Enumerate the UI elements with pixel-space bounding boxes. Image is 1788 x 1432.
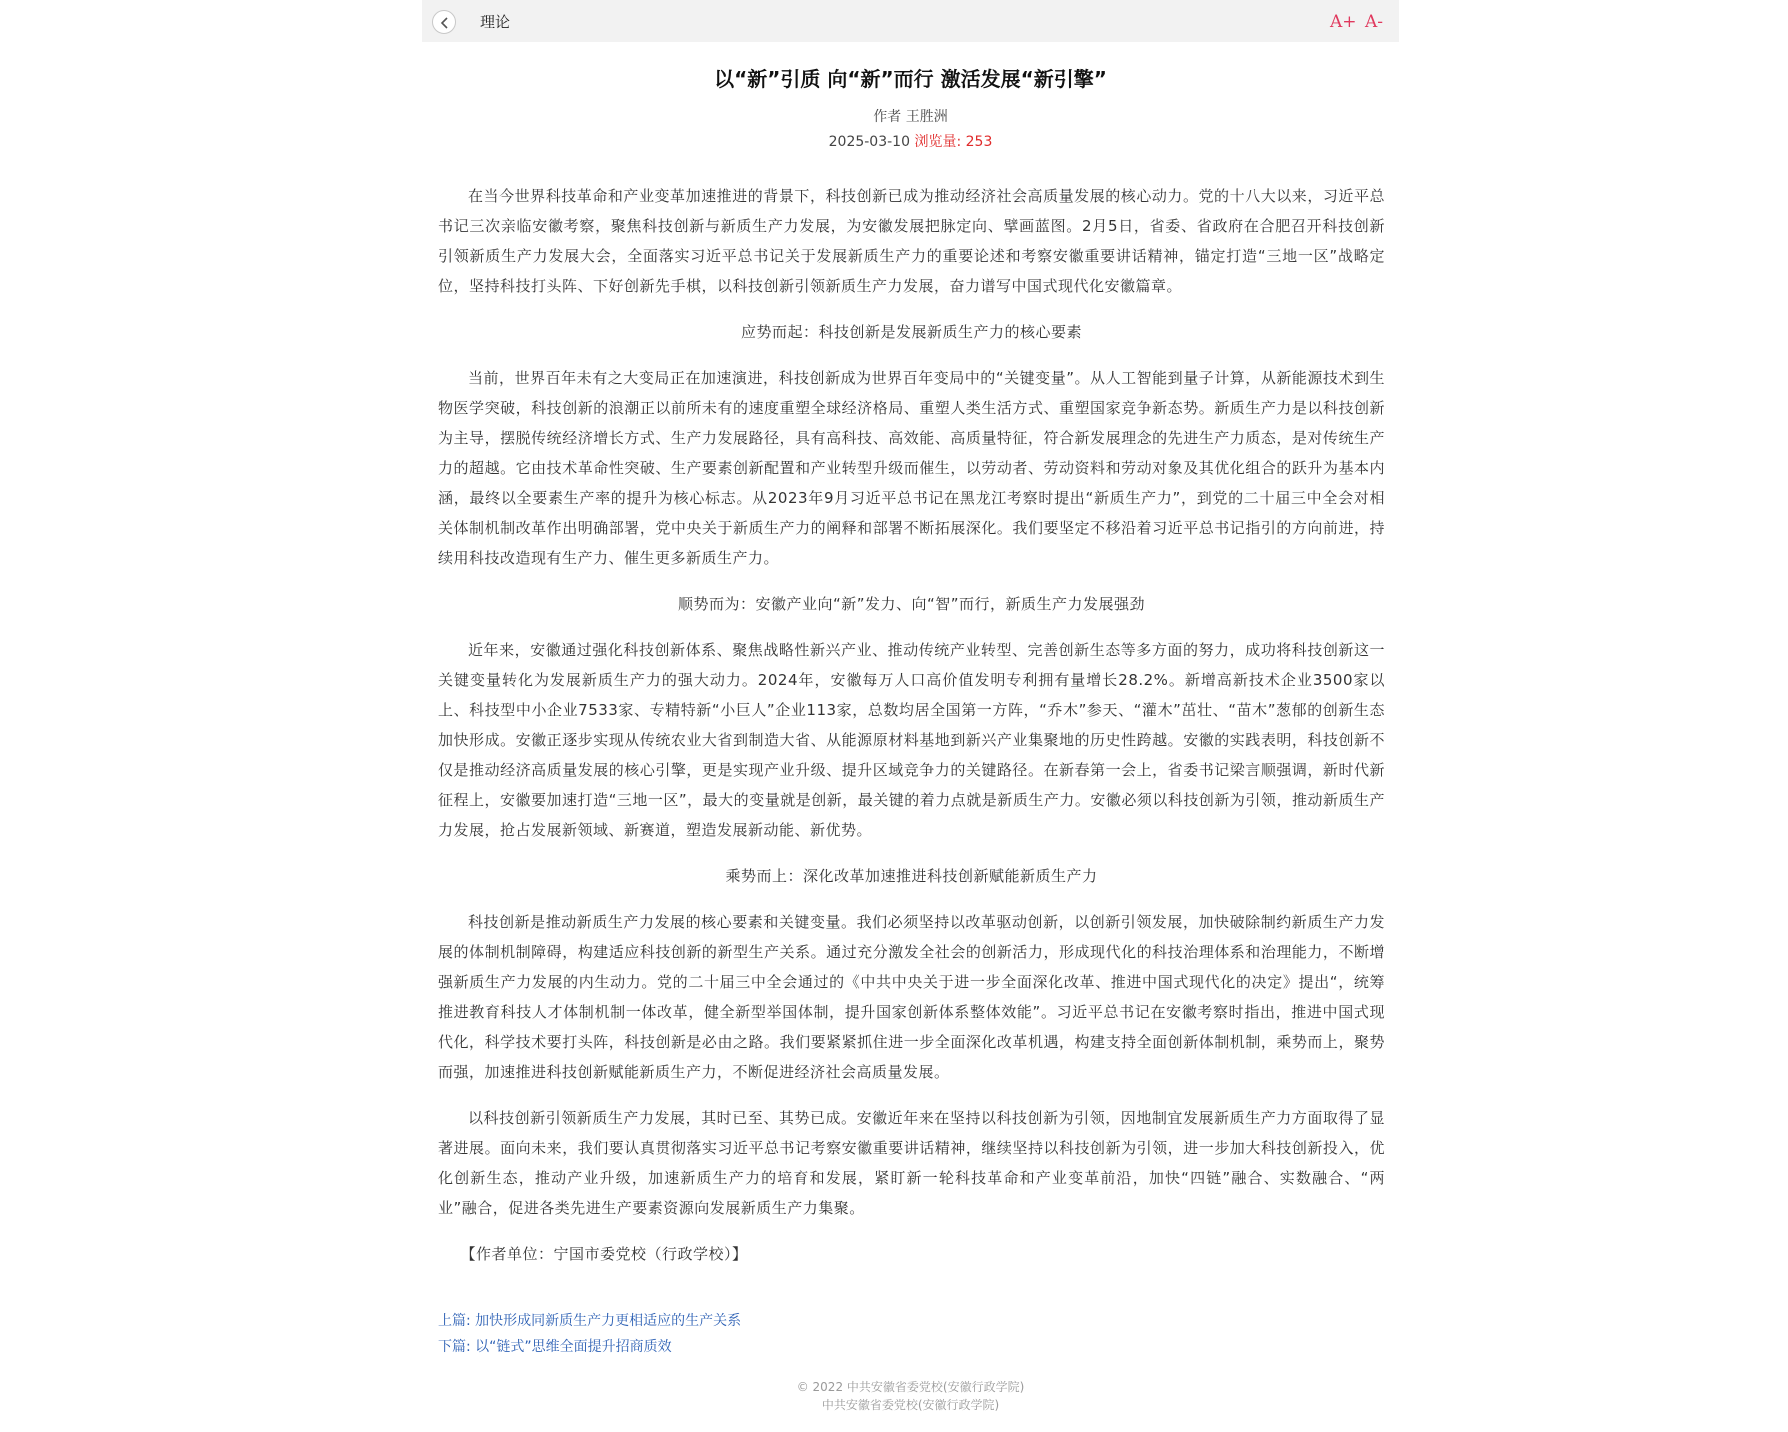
article-date: 2025-03-10	[828, 134, 910, 150]
page	[422, 0, 1399, 1432]
paragraph: 科技创新是推动新质生产力发展的核心要素和关键变量。我们必须坚持以改革驱动创新，以创新引领发展，加快破除制约新质生产力发展的体制机制障碍，构建适应科技创新的新型生产关系。通过充分激发全社会的创新活力，形成现代化的科技治理体系和治理能力，不断增强新质生产力发展的内生动力。党的二十届三中全会通过的《中共中央关于进一步全面深化改革、推进中国式现代化的决定》提出“，统筹推进教育科技人才体制机制一体改革，健全新型举国体制，提升国家创新体系整体效能”。习近平总书记在安徽考察时指出，推进中国式现代化，科学技术要打头阵，科技创新是必由之路。我们要紧紧抓住进一步全面深化改革机遇，构建支持全面创新体制机制，乘势而上，聚势而强，加速推进科技创新赋能新质生产力，不断促进经济社会高质量发展。	[438, 913, 1385, 1081]
views-label: 浏览量:	[914, 134, 962, 150]
article-meta	[422, 132, 1399, 152]
article-body	[438, 181, 1385, 1285]
footer-copyright: © 2022 中共安徽省委党校(安徽行政学院)	[796, 1380, 1025, 1394]
font-increase-button[interactable]: A+	[1330, 12, 1357, 32]
subheading: 应势而起：科技创新是发展新质生产力的核心要素	[740, 323, 1082, 341]
subheading: 乘势而上：深化改革加速推进科技创新赋能新质生产力	[725, 867, 1098, 885]
views-count: 253	[965, 134, 993, 150]
prev-article-link[interactable]: 上篇: 加快形成同新质生产力更相适应的生产关系	[438, 1313, 742, 1329]
paragraph: 以科技创新引领新质生产力发展，其时已至、其势已成。安徽近年来在坚持以科技创新为引领，因地制宜发展新质生产力方面取得了显著进展。面向未来，我们要认真贯彻落实习近平总书记考察安徽重要讲话精神，继续坚持以科技创新为引领，进一步加大科技创新投入，优化创新生态，推动产业升级，加速新质生产力的培育和发展，紧盯新一轮科技革命和产业变革前沿，加快“四链”融合、实数融合、“两业”融合，促进各类先进生产要素资源向发展新质生产力集聚。	[438, 1109, 1385, 1217]
back-button[interactable]	[432, 10, 456, 34]
section-title: 理论	[480, 13, 511, 31]
paragraph: 当前，世界百年未有之大变局正在加速演进，科技创新成为世界百年变局中的“关键变量”。从人工智能到量子计算，从新能源技术到生物医学突破，科技创新的浪潮正以前所未有的速度重塑全球经济格局、重塑人类生活方式、重塑国家竞争新态势。新质生产力是以科技创新为主导，摆脱传统经济增长方式、生产力发展路径，具有高科技、高效能、高质量特征，符合新发展理念的先进生产力质态，是对传统生产力的超越。它由技术革命性突破、生产要素创新配置和产业转型升级而催生，以劳动者、劳动资料和劳动对象及其优化组合的跃升为基本内涵，最终以全要素生产率的提升为核心标志。从2023年9月习近平总书记在黑龙江考察时提出“新质生产力”，到党的二十届三中全会对相关体制机制改革作出明确部署，党中央关于新质生产力的阐释和部署不断拓展深化。我们要坚定不移沿着习近平总书记指引的方向前进，持续用科技改造现有生产力、催生更多新质生产力。	[438, 369, 1385, 567]
next-article-link[interactable]: 下篇: 以“链式”思维全面提升招商质效	[438, 1339, 672, 1355]
paragraph: 近年来，安徽通过强化科技创新体系、聚焦战略性新兴产业、推动传统产业转型、完善创新生态等多方面的努力，成功将科技创新这一关键变量转化为发展新质生产力的强大动力。2024年，安徽每万人口高价值发明专利拥有量增长28.2%。新增高新技术企业3500家以上、科技型中小企业7533家、专精特新“小巨人”企业113家，总数均居全国第一方阵，“乔木”参天、“灌木”茁壮、“苗木”葱郁的创新生态加快形成。安徽正逐步实现从传统农业大省到制造大省、从能源原材料基地到新兴产业集聚地的历史性跨越。安徽的实践表明，科技创新不仅是推动经济高质量发展的核心引擎，更是实现产业升级、提升区域竞争力的关键路径。在新春第一会上，省委书记梁言顺强调，新时代新征程上，安徽要加速打造“三地一区”，最大的变量就是创新，最关键的着力点就是新质生产力。安徽必须以科技创新为引领，推动新质生产力发展，抢占发展新领域、新赛道，塑造发展新动能、新优势。	[438, 641, 1385, 839]
chevron-left-icon	[439, 16, 451, 30]
footer-org: 中共安徽省委党校(安徽行政学院)	[821, 1398, 1000, 1412]
top-bar	[422, 0, 1399, 42]
subheading: 顺势而为：安徽产业向“新”发力、向“智”而行，新质生产力发展强劲	[677, 595, 1146, 613]
font-decrease-button[interactable]: A-	[1365, 12, 1384, 32]
article-navigation	[438, 1308, 741, 1360]
footer	[422, 1378, 1399, 1414]
author-unit: 【作者单位：宁国市委党校（行政学校）】	[460, 1245, 748, 1263]
article-author: 作者 王胜洲	[873, 109, 948, 125]
paragraph: 在当今世界科技革命和产业变革加速推进的背景下，科技创新已成为推动经济社会高质量发展的核心动力。党的十八大以来，习近平总书记三次亲临安徽考察，聚焦科技创新与新质生产力发展，为安徽发展把脉定向、擘画蓝图。2月5日，省委、省政府在合肥召开科技创新引领新质生产力发展大会，全面落实习近平总书记关于发展新质生产力的重要论述和考察安徽重要讲话精神，锚定打造“三地一区”战略定位，坚持科技打头阵、下好创新先手棋，以科技创新引领新质生产力发展，奋力谱写中国式现代化安徽篇章。	[438, 187, 1385, 295]
article-title: 以“新”引质 向“新”而行 激活发展“新引擎”	[714, 67, 1107, 91]
